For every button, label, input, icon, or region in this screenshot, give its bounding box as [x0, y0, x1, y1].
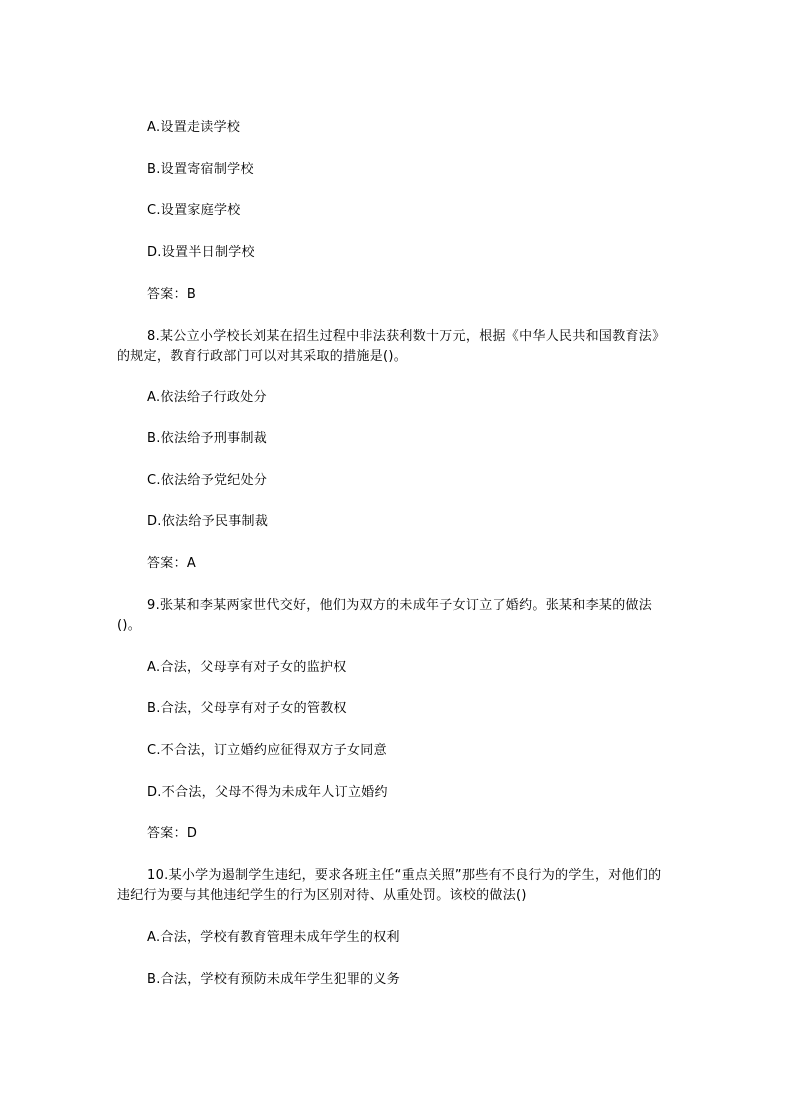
question-9: 9.张某和李某两家世代交好，他们为双方的未成年子女订立了婚约。张某和李某的做法()。	[117, 598, 653, 633]
option-d: D.设置半日制学校	[147, 245, 255, 260]
question-10: 10.某小学为遏制学生违纪，要求各班主任“重点关照”那些有不良行为的学生，对他们的违纪行为要与其他违纪学生的行为区别对待、从重处罚。该校的做法()	[117, 868, 662, 903]
option-b: B.依法给予刑事制裁	[147, 431, 268, 446]
option-b: B.合法，父母享有对子女的管教权	[147, 701, 347, 716]
option-d: D.不合法，父母不得为未成年人订立婚约	[147, 785, 388, 800]
option-a: A.依法给子行政处分	[147, 390, 267, 405]
option-d: D.依法给予民事制裁	[147, 514, 269, 529]
answer: 答案：A	[147, 556, 197, 571]
option-b: B.合法，学校有预防未成年学生犯罪的义务	[147, 972, 401, 987]
option-a: A.设置走读学校	[147, 120, 241, 135]
answer: 答案：D	[147, 826, 198, 841]
option-a: A.合法，学校有教育管理未成年学生的权利	[147, 930, 400, 945]
option-c: C.依法给予党纪处分	[147, 473, 268, 488]
question-8: 8.某公立小学校长刘某在招生过程中非法获利数十万元，根据《中华人民共和国教育法》的规定，教育行政部门可以对其采取的措施是()。	[117, 329, 666, 364]
answer: 答案：B	[147, 287, 197, 302]
option-c: C.不合法，订立婚约应征得双方子女同意	[147, 743, 387, 758]
option-a: A.合法，父母享有对子女的监护权	[147, 660, 347, 675]
option-c: C.设置家庭学校	[147, 203, 241, 218]
option-b: B.设置寄宿制学校	[147, 162, 254, 177]
